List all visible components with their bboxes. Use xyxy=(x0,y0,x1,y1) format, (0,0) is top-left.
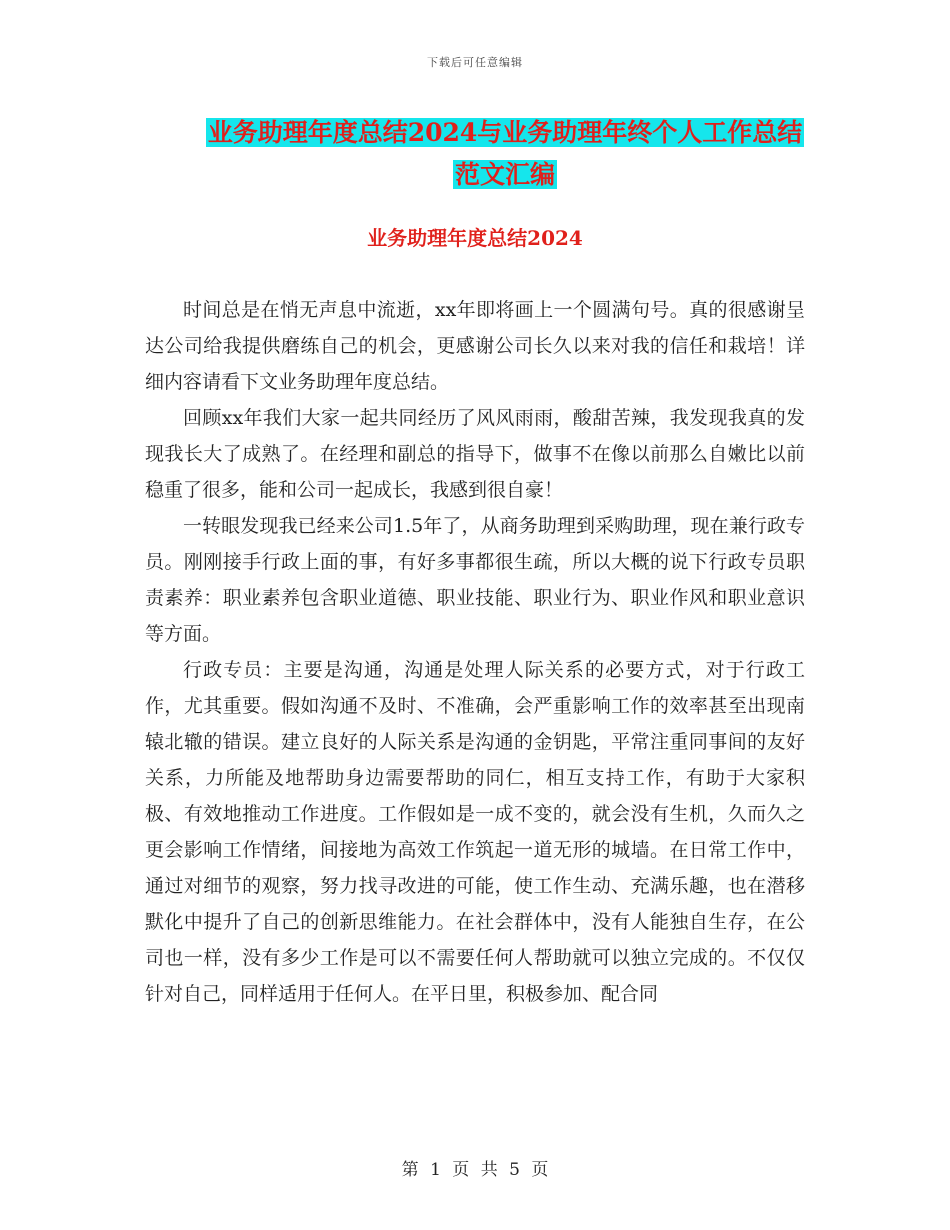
document-title xyxy=(145,112,865,196)
section-title: 业务助理年度总结2024 xyxy=(367,226,583,250)
paragraph-1: 时间总是在悄无声息中流逝，xx年即将画上一个圆满句号。真的很感谢呈达公司给我提供磨练自己的机会，更感谢公司长久以来对我的信任和栽培！详细内容请看下文业务助理年度总结。 xyxy=(145,299,805,393)
document-title-line1: 业务助理年度总结2024与业务助理年终个人工作总结 xyxy=(207,118,803,147)
paragraph-2: 回顾xx年我们大家一起共同经历了风风雨雨，酸甜苦辣，我发现我真的发现我长大了成熟了。在经理和副总的指导下，做事不在像以前那么自嫩比以前稳重了很多，能和公司一起成长，我感到很自豪！ xyxy=(145,407,805,501)
header-note: 下载后可任意编辑 xyxy=(427,56,523,69)
document-title-line2: 范文汇编 xyxy=(454,160,555,189)
paragraph-3: 一转眼发现我已经来公司1.5年了，从商务助理到采购助理，现在兼行政专员。刚刚接手行政上面的事，有好多事都很生疏，所以大概的说下行政专员职责素养：职业素养包含职业道德、职业技能、职业行为、职业作风和职业意识等方面。 xyxy=(145,515,805,645)
page-footer: 第 1 页 共 5 页 xyxy=(401,1160,549,1180)
paragraph-4: 行政专员：主要是沟通，沟通是处理人际关系的必要方式，对于行政工作，尤其重要。假如沟通不及时、不准确，会严重影响工作的效率甚至出现南辕北辙的错误。建立良好的人际关系是沟通的金钥匙，平常注重同事间的友好关系，力所能及地帮助身边需要帮助的同仁，相互支持工作，有助于大家积极、有效地推动工作进度。工作假如是一成不变的，就会没有生机，久而久之更会影响工作情绪，间接地为高效工作筑起一道无形的城墙。在日常工作中，通过对细节的观察，努力找寻改进的可能，使工作生动、充满乐趣，也在潜移默化中提升了自己的创新思维能力。在社会群体中，没有人能独自生存，在公司也一样，没有多少工作是可以不需要任何人帮助就可以独立完成的。不仅仅针对自己，同样适用于任何人。在平日里，积极参加、配合同 xyxy=(145,659,805,1005)
body-text xyxy=(145,292,805,1012)
